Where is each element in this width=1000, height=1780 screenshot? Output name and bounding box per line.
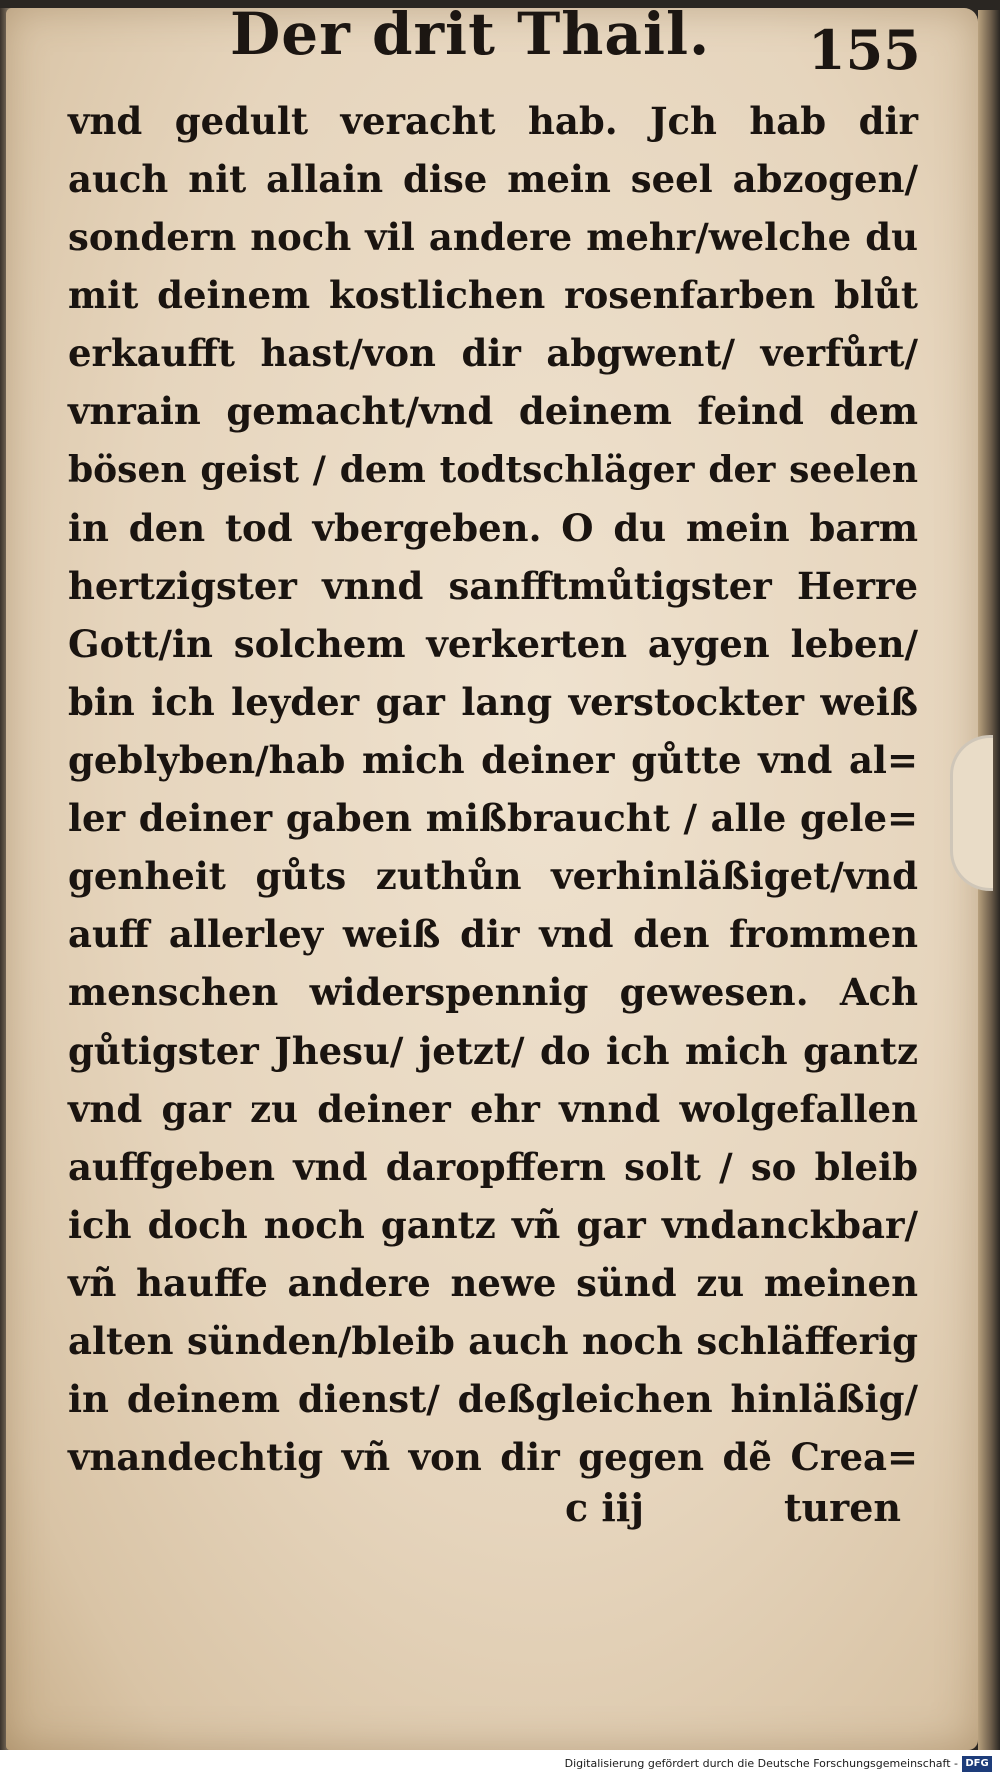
text-line: alten sünden/bleib auch noch schläfferig — [68, 1318, 918, 1363]
text-line: geblyben/hab mich deiner gůtte vnd al= — [68, 738, 918, 783]
body-text — [68, 92, 918, 1486]
text-line: auff allerley weiß dir vnd den frommen — [68, 912, 918, 957]
text-line: gůtigster Jhesu/ jetzt/ do ich mich gantz — [68, 1028, 918, 1073]
text-line: in deinem dienst/ deßgleichen hinläßig/ — [68, 1377, 918, 1422]
dfg-logo: DFG — [962, 1756, 992, 1772]
text-line: vnd gedult veracht hab. Jch hab dir — [68, 99, 918, 143]
text-line: menschen widerspennig gewesen. Ach — [68, 970, 918, 1015]
signature-mark: c iij — [565, 1485, 644, 1530]
text-line: vnandechtig vñ von dir gegen dẽ Crea= — [68, 1435, 918, 1480]
page-tab-marker — [950, 735, 993, 891]
text-line: ler deiner gaben mißbraucht / alle gele= — [68, 796, 918, 841]
text-line: vnrain gemacht/vnd deinem feind dem — [68, 389, 918, 434]
text-line: sondern noch vil andere mehr/welche du — [68, 215, 918, 260]
text-line: bin ich leyder gar lang verstockter weiß — [68, 679, 918, 724]
funding-credit: Digitalisierung gefördert durch die Deutsche Forschungsgemeinschaft - — [564, 1757, 958, 1770]
text-line: erkaufft hast/von dir abgwent/ verfůrt/ — [68, 331, 918, 376]
running-header: Der drit Thail. — [230, 0, 711, 68]
footer-bar — [0, 1750, 1000, 1780]
text-line: genheit gůts zuthůn verhinläßiget/vnd — [68, 854, 918, 899]
text-line: bösen geist / dem todtschläger der seelen — [68, 448, 918, 491]
text-line: mit deinem kostlichen rosenfarben blůt — [68, 273, 918, 318]
text-line: in den tod vbergeben. O du mein barm — [68, 505, 918, 550]
text-line: auch nit allain dise mein seel abzogen/ — [68, 157, 918, 202]
text-line: auffgeben vnd daropffern solt / so bleib — [68, 1144, 918, 1189]
text-line: vnd gar zu deiner ehr vnnd wolgefallen — [68, 1086, 918, 1131]
page-number: 155 — [808, 18, 921, 82]
catchword: turen — [784, 1485, 902, 1530]
text-line: Gott/in solchem verkerten aygen leben/ — [68, 621, 918, 666]
text-line: ich doch noch gantz vñ gar vndanckbar/ — [68, 1202, 918, 1247]
text-line: vñ hauffe andere newe sünd zu meinen — [68, 1260, 918, 1305]
text-line: hertzigster vnnd sanfftmůtigster Herre — [68, 563, 918, 608]
